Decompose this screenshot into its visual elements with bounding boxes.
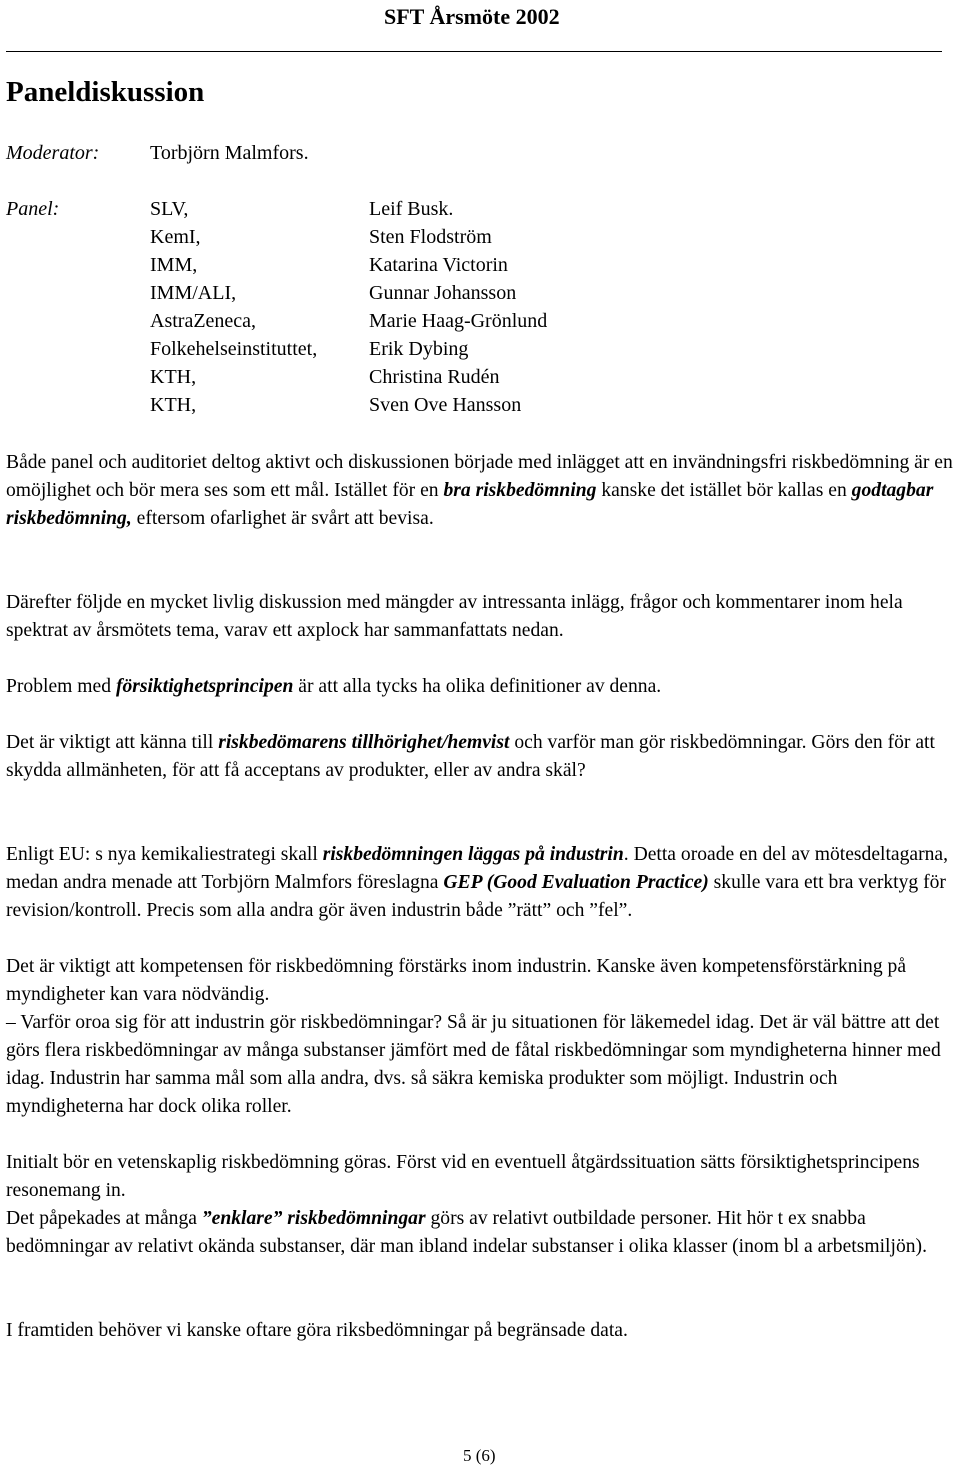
panel-member-name: Sven Ove Hansson — [369, 394, 522, 416]
panel-member-name: Katarina Victorin — [369, 254, 508, 276]
panel-label: Panel: — [6, 198, 60, 220]
paragraph-text: Både panel och auditoriet deltog aktivt och diskussionen började med inlägget att en invändningsfri riskbedömning är en omöjlighet och bör mera ses som ett mål. Istället för en — [6, 452, 953, 501]
page-number: 5 (6) — [463, 1446, 496, 1465]
emphasis-text: bra riskbedömning — [443, 480, 597, 501]
emphasis-text: riskbedömarens tillhörighet/hemvist — [218, 732, 510, 753]
moderator-label: Moderator: — [6, 142, 100, 164]
paragraph-text: skulle vara ett bra verktyg för revision/kontroll. Precis som alla andra gör även industrin både ”rätt” och ”fel”. — [6, 872, 946, 921]
emphasis-text: försiktighetsprincipen — [115, 676, 294, 697]
paragraph-text: är att alla tycks ha olika definitioner av denna. — [293, 676, 662, 697]
panel-member-name: Christina Rudén — [369, 366, 500, 388]
panel-member-org: SLV, — [150, 198, 189, 220]
paragraph-simple-assessments — [6, 1205, 958, 1261]
paragraph-text: Enligt EU: s nya kemikaliestrategi skall — [6, 844, 323, 865]
paragraph-initial-assessment — [6, 1149, 958, 1205]
paragraph-discussion-summary — [6, 589, 958, 645]
paragraph-eu-strategy — [6, 841, 958, 925]
paragraph-text: Problem med — [6, 676, 116, 697]
paragraph-text: Det påpekades at många — [6, 1208, 202, 1229]
emphasis-text: ”enklare” riskbedömningar — [201, 1208, 426, 1229]
paragraph-text: görs av relativt outbildade personer. Hit hör t ex snabba bedömningar av relativt okända substanser, där man ibland indelar substanser i olika klasser (inom bl a arbetsmiljön). — [6, 1208, 927, 1257]
paragraph-competence — [6, 953, 958, 1009]
emphasis-text: GEP (Good Evaluation Practice) — [443, 872, 709, 893]
panel-member-org: IMM/ALI, — [150, 282, 237, 304]
panel-member-name: Gunnar Johansson — [369, 282, 517, 304]
panel-member-name: Marie Haag-Grönlund — [369, 310, 548, 332]
panel-member-name: Sten Flodström — [369, 226, 492, 248]
paragraph-precautionary-principle — [6, 673, 958, 701]
paragraph-text: Därefter följde en mycket livlig diskussion med mängder av intressanta inlägg, frågor och kommentarer inom hela spektrat av årsmötets tema, varav ett axplock har sammanfattats nedan. — [6, 592, 903, 641]
paragraph-assessor-affiliation — [6, 729, 958, 785]
paragraph-text: . Detta oroade en del av mötesdeltagarna, medan andra menade att Torbjörn Malmfors föreslagna — [6, 844, 949, 893]
panel-member-org: KTH, — [150, 394, 197, 416]
paragraph-text: Initialt bör en vetenskaplig riskbedömning göras. Först vid en eventuell åtgärdssituation sätts försiktighetsprincipens resonemang in. — [6, 1152, 920, 1201]
paragraph-text: I framtiden behöver vi kanske oftare göra riksbedömningar på begränsade data. — [6, 1320, 628, 1341]
paragraph-future — [6, 1317, 958, 1345]
panel-member-org: KTH, — [150, 366, 197, 388]
emphasis-text: godtagbar riskbedömning, — [6, 480, 934, 529]
header-divider — [6, 51, 942, 52]
paragraph-text: och varför man gör riskbedömningar. Görs den för att skydda allmänheten, för att få acceptans av produkter, eller av andra skäl? — [6, 732, 935, 781]
panel-member-org: KemI, — [150, 226, 201, 248]
paragraph-text: Det är viktigt att känna till — [6, 732, 219, 753]
panel-member-name: Leif Busk. — [369, 198, 454, 220]
moderator-name: Torbjörn Malmfors. — [150, 142, 309, 164]
panel-member-org: AstraZeneca, — [150, 310, 257, 332]
paragraph-text: – Varför oroa sig för att industrin gör riskbedömningar? Så är ju situationen för läkemedel idag. Det är väl bättre att det görs flera riskbedömningar av många substanser jämfört med de fåtal riskbedömningar som myndigheterna hinner med idag. Industrin har samma mål som alla andra, dvs. så säkra kemiska produkter som möjligt. Industrin och myndigheterna har dock olika roller. — [6, 1012, 941, 1117]
paragraph-text: Det är viktigt att kompetensen för riskbedömning förstärks inom industrin. Kanske även kompetensförstärkning på myndigheter kan vara nödvändig. — [6, 956, 907, 1005]
paragraph-text: kanske det istället bör kallas en — [596, 480, 852, 501]
paragraph-discussion-intro — [6, 449, 958, 533]
panel-member-org: Folkehelseinstituttet, — [150, 338, 318, 360]
header-title: SFT Årsmöte 2002 — [384, 4, 560, 29]
panel-member-org: IMM, — [150, 254, 198, 276]
section-title: Paneldiskussion — [6, 76, 205, 108]
emphasis-text: riskbedömningen läggas på industrin — [322, 844, 624, 865]
paragraph-text: eftersom ofarlighet är svårt att bevisa. — [131, 508, 434, 529]
panel-member-name: Erik Dybing — [369, 338, 469, 360]
paragraph-industry-role — [6, 1009, 958, 1121]
